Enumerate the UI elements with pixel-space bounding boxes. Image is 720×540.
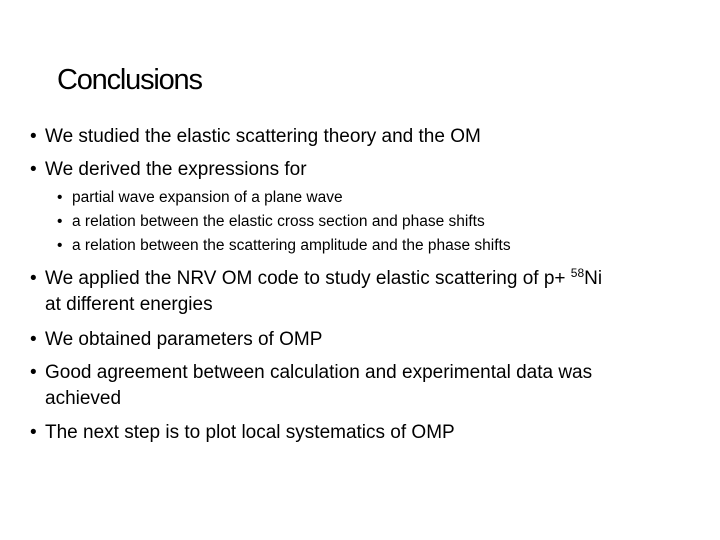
bullet-dot-icon: • (30, 329, 37, 350)
sub-bullet-item (57, 187, 343, 209)
sub-bullet-text: a relation between the scattering amplitude and the phase shifts (72, 237, 511, 254)
bullet-dot-icon: • (30, 159, 37, 180)
bullet-dot-icon: • (57, 213, 63, 230)
bullet-text: We applied the NRV OM code to study elastic scattering of p+ (45, 268, 571, 289)
bullet-dot-icon: • (30, 362, 37, 383)
sub-bullet-item (57, 211, 485, 233)
bullet-continuation: at different energies (45, 294, 213, 315)
bullet-text: We studied the elastic scattering theory and the OM (45, 126, 481, 147)
slide-title: Conclusions (57, 64, 202, 96)
bullet-continuation: achieved (45, 388, 122, 409)
sub-bullet-item (57, 235, 511, 257)
bullet-text: The next step is to plot local systematics of OMP (45, 422, 455, 443)
isotope-mass-number: 58 (570, 266, 585, 280)
isotope-element: Ni (584, 268, 603, 289)
bullet-text: We derived the expressions for (45, 159, 307, 180)
bullet-dot-icon: • (57, 237, 63, 254)
bullet-item (30, 360, 592, 412)
bullet-dot-icon: • (57, 189, 63, 206)
bullet-item (30, 420, 455, 446)
bullet-item (30, 124, 481, 150)
sub-bullet-text: a relation between the elastic cross section and phase shifts (72, 213, 485, 230)
bullet-dot-icon: • (30, 422, 37, 443)
bullet-text: Good agreement between calculation and experimental data was (45, 362, 593, 383)
sub-bullet-text: partial wave expansion of a plane wave (72, 189, 343, 206)
bullet-dot-icon: • (30, 126, 37, 147)
bullet-dot-icon: • (30, 268, 37, 289)
bullet-item (30, 266, 602, 318)
bullet-text: We obtained parameters of OMP (45, 329, 323, 350)
bullet-item (30, 157, 307, 183)
bullet-item (30, 327, 322, 353)
